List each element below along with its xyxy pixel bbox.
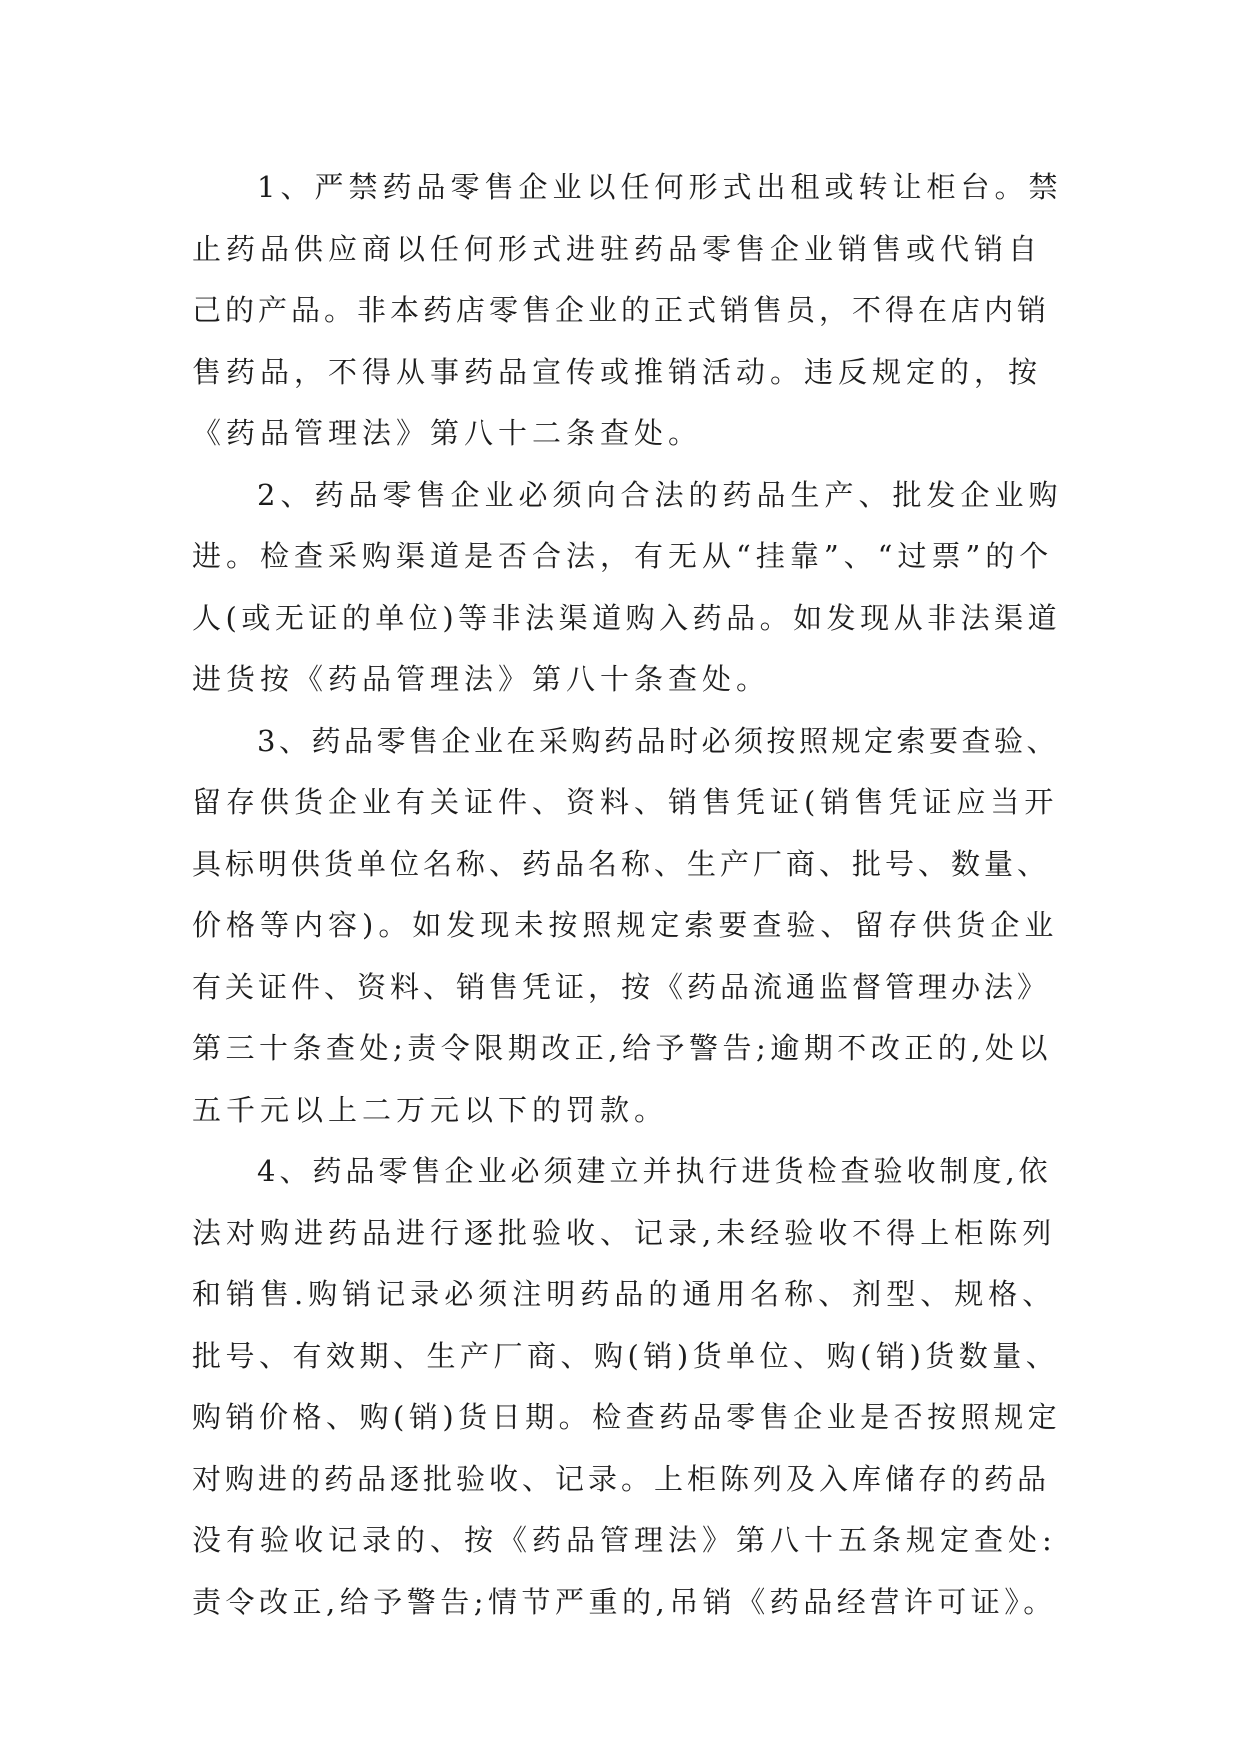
paragraph-line: 《药品管理法》第八十二条查处。	[192, 416, 703, 450]
paragraph-1	[192, 157, 1062, 465]
paragraph-line: 价格等内容)。如发现未按照规定索要查验、留存供货企业	[192, 908, 1059, 942]
paragraph-line: 购销价格、购(销)货日期。检查药品零售企业是否按照规定	[192, 1400, 1062, 1434]
paragraph-line: 五千元以上二万元以下的罚款。	[192, 1092, 669, 1127]
paragraph-2	[192, 465, 1062, 711]
paragraph-line: 法对购进药品进行逐批验收、记录,未经验收不得上柜陈列	[192, 1215, 1057, 1250]
paragraph-4	[192, 1141, 1062, 1633]
paragraph-line: 3、药品零售企业在采购药品时必须按照规定索要查验、	[257, 723, 1059, 758]
paragraph-line: 责令改正,给予警告;情节严重的,吊销《药品经营许可证》。	[192, 1584, 1057, 1619]
paragraph-3	[192, 711, 1062, 1142]
paragraph-line: 批号、有效期、生产厂商、购(销)货单位、购(销)货数量、	[192, 1338, 1060, 1373]
paragraph-line: 4、药品零售企业必须建立并执行进货检查验收制度,依	[257, 1154, 1052, 1188]
paragraph-line: 有关证件、资料、销售凭证，按《药品流通监督管理办法》	[192, 969, 1051, 1004]
paragraph-line: 进货按《药品管理法》第八十条查处。	[192, 662, 771, 696]
paragraph-line: 对购进的药品逐批验收、记录。上柜陈列及入库储存的药品	[192, 1461, 1051, 1496]
paragraph-line: 售药品，不得从事药品宣传或推销活动。违反规定的，按	[192, 354, 1043, 389]
paragraph-line: 和销售.购销记录必须注明药品的通用名称、剂型、规格、	[192, 1277, 1057, 1311]
paragraph-line: 没有验收记录的、按《药品管理法》第八十五条规定查处:	[192, 1523, 1057, 1557]
paragraph-line: 人(或无证的单位)等非法渠道购入药品。如发现从非法渠道	[192, 600, 1062, 635]
paragraph-line: 1、严禁药品零售企业以任何形式出租或转让柜台。禁	[257, 170, 1063, 204]
paragraph-line: 2、药品零售企业必须向合法的药品生产、批发企业购	[257, 477, 1063, 512]
paragraph-line: 具标明供货单位名称、药品名称、生产厂商、批号、数量、	[192, 846, 1051, 881]
paragraph-line: 留存供货企业有关证件、资料、销售凭证(销售凭证应当开	[192, 785, 1059, 819]
paragraph-line: 己的产品。非本药店零售企业的正式销售员，不得在店内销	[192, 293, 1051, 327]
paragraph-line: 止药品供应商以任何形式进驻药品零售企业销售或代销自	[192, 231, 1043, 266]
paragraph-line: 进。检查采购渠道是否合法，有无从“挂靠”、“过票”的个	[192, 539, 1054, 573]
paragraph-line: 第三十条查处;责令限期改正,给予警告;逾期不改正的,处以	[192, 1031, 1052, 1065]
document-body	[192, 157, 1062, 1633]
